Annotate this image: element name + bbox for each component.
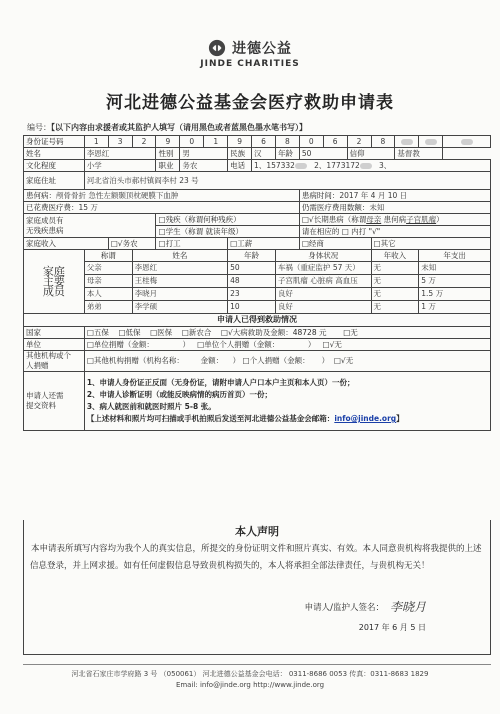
income-option-other[interactable]: □其它 [371, 238, 491, 250]
member-expense[interactable]: 1 万 [419, 301, 491, 314]
aid-option-dibao[interactable]: □低保 [118, 327, 141, 337]
member-health[interactable]: 子宫肌瘤 心脏病 高血压 [275, 275, 371, 288]
members-header-name: 姓名 [132, 250, 228, 262]
member-age[interactable]: 23 [228, 288, 276, 301]
members-header-expense: 年支出 [419, 250, 491, 262]
aid-unit-options[interactable] [84, 339, 490, 351]
education-label: 文化程度 [24, 160, 85, 172]
sex-field[interactable]: 男 [180, 148, 228, 160]
id-digit[interactable]: 1 [204, 136, 228, 148]
list-item: 1、申请人身份证正反面（无身份证，请附申请人户口本户主页和本人页）一份； [86, 378, 355, 387]
jinde-logo-icon [208, 39, 226, 57]
id-digit[interactable]: 6 [252, 136, 276, 148]
phone-field[interactable] [252, 160, 491, 172]
member-health[interactable]: 车祸（重症监护 57 天） [275, 262, 371, 275]
member-health[interactable]: 良好 [275, 301, 371, 314]
phone-label: 电话 [228, 160, 252, 172]
id-digit[interactable]: 1 [84, 136, 108, 148]
cost-spent-value: 15 万 [78, 202, 98, 212]
footer-contact: Email: info@jinde.org http://www.jinde.org [175, 681, 325, 689]
unit-personal-close: ） [307, 339, 316, 349]
id-digit[interactable]: 2 [347, 136, 371, 148]
job-field[interactable]: 务农 [180, 160, 228, 172]
logo-cn-text: 进德公益 [232, 41, 292, 57]
age-field[interactable]: 50 [299, 148, 347, 160]
unit-personal-option[interactable]: □单位个人捐赠（金额： [197, 339, 280, 349]
id-digit[interactable] [395, 136, 419, 148]
student-option[interactable]: □学生（称谓 就读年级） [156, 226, 299, 238]
education-field[interactable]: 小学 [84, 160, 156, 172]
personal-donation-option[interactable]: □个人捐赠（金额： [242, 356, 310, 365]
id-label: 身份证号码 [24, 136, 85, 148]
name-field[interactable]: 李恩红 [84, 148, 156, 160]
member-age[interactable]: 48 [228, 275, 276, 288]
table-row [24, 262, 491, 275]
disability-option[interactable]: □残疾（称谓何种残疾） [156, 214, 299, 226]
member-name[interactable]: 李学硕 [132, 301, 228, 314]
education-row [24, 160, 491, 172]
member-relation[interactable]: 弟弟 [84, 301, 132, 314]
aid-other-label-1: 其他机构或个 [26, 351, 71, 360]
member-income[interactable]: 无 [371, 288, 419, 301]
aid-other-label [24, 351, 85, 372]
family-ill-row-1 [24, 214, 491, 226]
logo [0, 38, 500, 69]
id-row [24, 136, 491, 148]
members-header-income: 年收入 [371, 250, 419, 262]
ethnic-field[interactable]: 汉 [252, 148, 276, 160]
member-name[interactable]: 李恩红 [132, 262, 228, 275]
income-option-farming[interactable]: □√务农 [108, 238, 156, 250]
chronic-illness-end: ） [436, 214, 444, 224]
cost-spent-label: 已花费医疗费： [26, 202, 79, 212]
member-expense[interactable]: 未知 [419, 262, 491, 275]
member-income[interactable]: 无 [371, 301, 419, 314]
org-donation-option[interactable]: □其他机构捐赠（机构名称： [86, 356, 184, 365]
income-label: 家庭收入 [24, 238, 109, 250]
family-ill-label-2: 无残疾患病 [26, 225, 64, 235]
family-ill-label [24, 214, 156, 238]
phone-2: 2、1773172 [314, 160, 360, 170]
member-name[interactable]: 王桂梅 [132, 275, 228, 288]
phone-3: 3、 [378, 160, 392, 170]
address-row [24, 172, 491, 190]
serial-prefix: 编号： [27, 123, 51, 132]
serial-note: 【以下内容由求援者或其监护人填写（请用黑色或者蓝黑色墨水笔书写）】 [51, 123, 307, 132]
aid-other-label-2: 人捐赠 [26, 361, 49, 370]
aid-other-row [24, 351, 491, 372]
disease-cell[interactable] [24, 190, 300, 202]
declaration-date: 2017 年 6 月 5 日 [358, 623, 426, 632]
serial-line [27, 122, 307, 133]
footer-address: 河北省石家庄市学府路 3 号 （050061） 河北进德公益基金会电话： 0311-8686 0053 传真：0311-8683 1829 [71, 670, 429, 678]
disease-label: 患何病： [26, 190, 56, 200]
family-ill-label-1: 家庭成员有 [26, 215, 64, 225]
id-digit[interactable]: 3 [108, 136, 132, 148]
chronic-illness-who: 母亲 [366, 214, 382, 224]
cost-spent-cell[interactable] [24, 202, 300, 214]
name-label: 姓名 [24, 148, 85, 160]
unit-none-option[interactable]: □√无 [322, 339, 342, 349]
members-header-relation: 称谓 [84, 250, 132, 262]
declaration-section [23, 520, 491, 655]
chronic-illness-what: 子宫肌瘤 [406, 214, 437, 224]
members-label-2: 主要 [42, 274, 65, 288]
table-row [24, 275, 491, 288]
address-label: 家庭住址 [24, 172, 85, 190]
aid-header: 申请人已得到救助情况 [24, 314, 491, 327]
docs-list [84, 372, 490, 431]
docs-label-2: 提交资料 [26, 401, 56, 410]
id-digit[interactable]: 0 [180, 136, 204, 148]
member-income[interactable]: 无 [371, 262, 419, 275]
redaction-blur [295, 163, 307, 169]
footer [0, 669, 500, 691]
unit-donation-close: ） [182, 339, 191, 349]
id-digit[interactable]: 9 [156, 136, 180, 148]
member-income[interactable]: 无 [371, 275, 419, 288]
religion-field[interactable]: 基督教 [395, 148, 443, 160]
unit-donation-option[interactable]: □单位捐赠（金额： [86, 339, 154, 349]
redaction-blur [360, 163, 372, 169]
income-row [24, 238, 491, 250]
application-form-table [23, 135, 491, 431]
list-item: 3、病人就医前和就医时照片 5-8 张。 [86, 402, 216, 411]
disease-time-cell[interactable] [299, 190, 490, 202]
aid-option-none[interactable]: □无 [343, 327, 358, 337]
aid-other-options[interactable] [84, 351, 490, 372]
declaration-body: 本申请表所填写内容均为我个人的真实信息，所提交的身份证明文件和照片真实、有效。本人同意贵机构将我提供的上述信息登录，并上网求援。如有任何虚假信息导致贵机构损失的，本人将承担全部法律责任，与贵机构无关！ [30, 544, 482, 571]
aid-nation-options[interactable] [84, 327, 490, 339]
disease-time-label: 患病时间： [301, 190, 340, 200]
personal-donation-close: ） [321, 356, 330, 365]
list-item: 2、申请人诊断证明（或能反映病情的病历首页）一份； [86, 390, 273, 399]
docs-note-prefix: 【上述材料和照片均可扫描或手机拍照后发送至河北进德公益基金会邮箱： [86, 414, 335, 423]
member-relation[interactable]: 本人 [84, 288, 132, 301]
address-field[interactable]: 河北省泊头市郝村镇阎李村 23 号 [84, 172, 490, 190]
aid-option-xinnonghe[interactable]: □新农合 [181, 327, 212, 337]
income-option-salary[interactable]: □工薪 [228, 238, 300, 250]
members-header-health: 身体状况 [275, 250, 371, 262]
id-digit[interactable]: 6 [323, 136, 347, 148]
id-digit[interactable]: 8 [275, 136, 299, 148]
member-age[interactable]: 10 [228, 301, 276, 314]
id-digit[interactable] [419, 136, 443, 148]
id-digit[interactable]: 8 [371, 136, 395, 148]
redaction-blur [425, 139, 437, 145]
aid-option-wubao[interactable]: □五保 [86, 327, 109, 337]
member-health[interactable]: 良好 [275, 288, 371, 301]
aid-unit-row [24, 339, 491, 351]
other-none-option[interactable]: □√无 [333, 356, 354, 365]
member-expense[interactable]: 1.5 万 [419, 288, 491, 301]
aid-option-major-illness[interactable]: □√大病救助及金额：48728 元 [220, 327, 327, 337]
ethnic-label: 民族 [228, 148, 252, 160]
table-row [24, 301, 491, 314]
chronic-illness-option[interactable] [299, 214, 490, 226]
cost-need-cell[interactable] [299, 202, 490, 214]
declaration-title: 本人声明 [235, 525, 279, 538]
aid-nation-label: 国家 [24, 327, 85, 339]
form-title: 河北进德公益基金会医疗救助申请表 [106, 93, 394, 113]
aid-unit-label: 单位 [24, 339, 85, 351]
docs-note-suffix: 】 [396, 414, 404, 423]
member-age[interactable]: 50 [228, 262, 276, 275]
person-row [24, 148, 491, 160]
aid-header-row [24, 314, 491, 327]
footer-divider [23, 664, 491, 665]
docs-label [24, 372, 85, 431]
member-relation[interactable]: 母亲 [84, 275, 132, 288]
income-option-labor[interactable]: □打工 [156, 238, 228, 250]
disease-value: 颅骨骨折 急性左额颞顶枕硬膜下血肿 [56, 190, 179, 200]
members-label-1: 家庭 [42, 264, 65, 278]
redaction-blur [461, 139, 473, 145]
signature-line [305, 598, 426, 615]
id-digit[interactable]: 9 [228, 136, 252, 148]
id-digit[interactable]: 2 [132, 136, 156, 148]
members-label-3: 成员 [42, 284, 65, 298]
member-relation[interactable]: 父亲 [84, 262, 132, 275]
docs-row [24, 372, 491, 431]
org-donation-close: ） [232, 356, 241, 365]
disease-row [24, 190, 491, 202]
signature-label: 申请人/监护人签名： [304, 602, 384, 613]
table-row [24, 288, 491, 301]
id-digit[interactable] [443, 136, 491, 148]
email-link[interactable]: info@jinde.org [334, 414, 397, 423]
id-digit[interactable]: 0 [299, 136, 323, 148]
religion-label: 信仰 [347, 148, 395, 160]
check-instruction: 请在相应的 □ 内打 "√" [299, 226, 490, 238]
docs-note [87, 413, 488, 425]
cost-need-value: 未知 [369, 202, 385, 212]
sex-label: 性别 [156, 148, 180, 160]
job-label: 职业 [156, 160, 180, 172]
cost-need-label: 仍需医疗费用数额： [301, 202, 370, 212]
signature[interactable]: 李晓月 [389, 600, 426, 614]
member-expense[interactable]: 5 万 [419, 275, 491, 288]
chronic-illness-text: □√长期患病（称谓 [301, 214, 367, 224]
age-label: 年龄 [275, 148, 299, 160]
phone-1: 1、157332 [254, 160, 295, 170]
logo-en-text: JINDE CHARITIES [200, 59, 300, 69]
docs-label-1: 申请人还需 [26, 391, 64, 400]
members-section-label [24, 250, 85, 314]
members-header-row [24, 250, 491, 262]
income-option-business[interactable]: □经商 [299, 238, 371, 250]
org-donation-amount: 金额： [200, 356, 224, 365]
chronic-illness-mid: 患何病 [381, 214, 407, 224]
aid-option-yibao[interactable]: □医保 [150, 327, 173, 337]
redaction-blur [401, 139, 413, 145]
member-name[interactable]: 李晓月 [132, 288, 228, 301]
aid-nation-row [24, 327, 491, 339]
disease-time-value: 2017 年 4 月 10 日 [339, 190, 408, 200]
members-header-age: 年龄 [228, 250, 276, 262]
cost-row [24, 202, 491, 214]
